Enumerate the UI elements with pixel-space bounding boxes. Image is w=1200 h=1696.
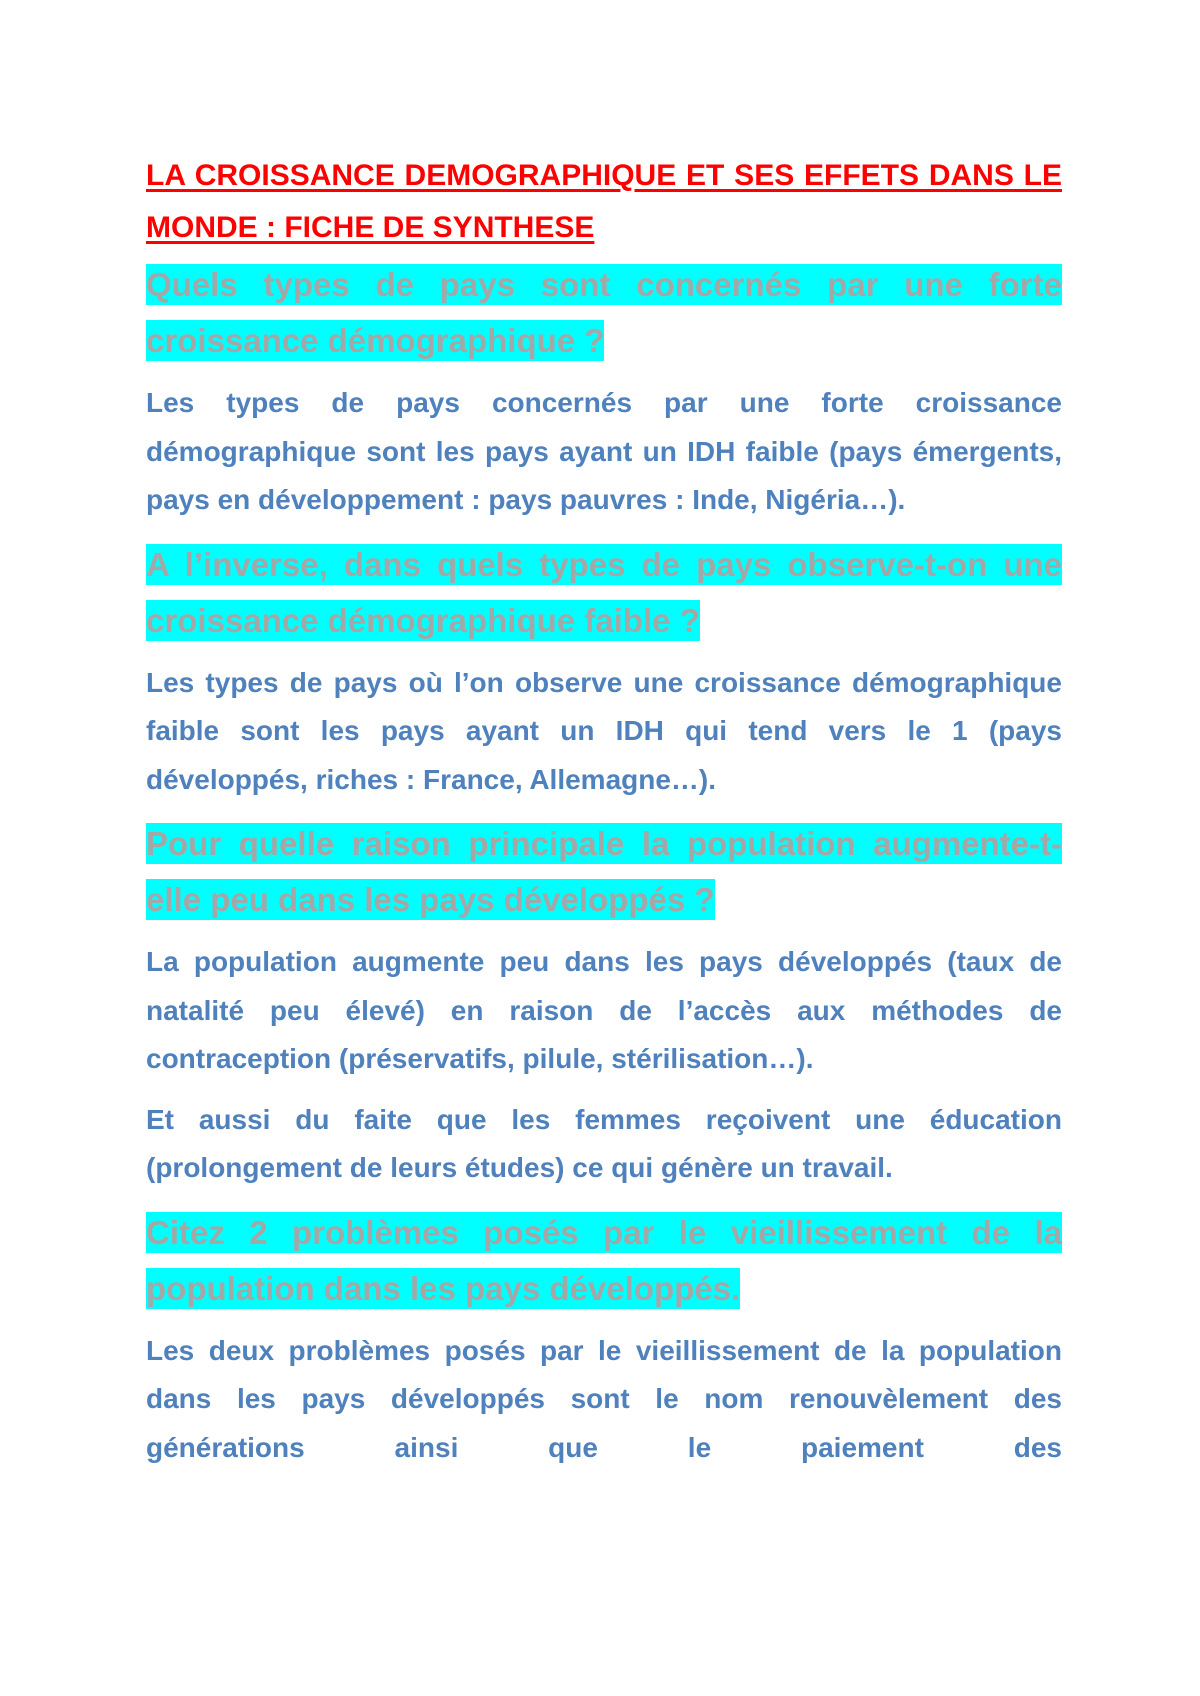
question-2: A l’inverse, dans quels types de pays observe-t-on une croissance démographique faible ? xyxy=(146,545,1062,639)
question-3: Pour quelle raison principale la population augmente-t-elle peu dans les pays développés ? xyxy=(146,825,1062,918)
answer-3-paragraph-2: Et aussi du faite que les femmes reçoivent une éducation (prolongement de leurs études) ce qui génère un travail. xyxy=(146,1103,1062,1183)
answer-1: Les types de pays concernés par une forte croissance démographique sont les pays ayant un IDH faible (pays émergents, pays en développement : pays pauvres : Inde, Nigéria…). xyxy=(146,387,1062,515)
question-1: Quels types de pays sont concernés par une forte croissance démographique ? xyxy=(146,266,1062,359)
question-4: Citez 2 problèmes posés par le vieillissement de la population dans les pays développés. xyxy=(146,1213,1062,1307)
document-page xyxy=(146,150,1062,1484)
answer-4: Les deux problèmes posés par le vieillissement de la population dans les pays développés sont le nom renouvèlement des générations ainsi que le paiement des xyxy=(146,1334,1062,1463)
answer-3-paragraph-1: La population augmente peu dans les pays développés (taux de natalité peu élevé) en raison de l’accès aux méthodes de contraception (préservatifs, pilule, stérilisation…). xyxy=(146,946,1062,1074)
document-title: LA CROISSANCE DEMOGRAPHIQUE ET SES EFFETS DANS LE MONDE : FICHE DE SYNTHESE xyxy=(146,159,1062,244)
answer-2: Les types de pays où l’on observe une croissance démographique faible sont les pays ayant un IDH qui tend vers le 1 (pays développés, riches : France, Allemagne…). xyxy=(146,666,1062,795)
